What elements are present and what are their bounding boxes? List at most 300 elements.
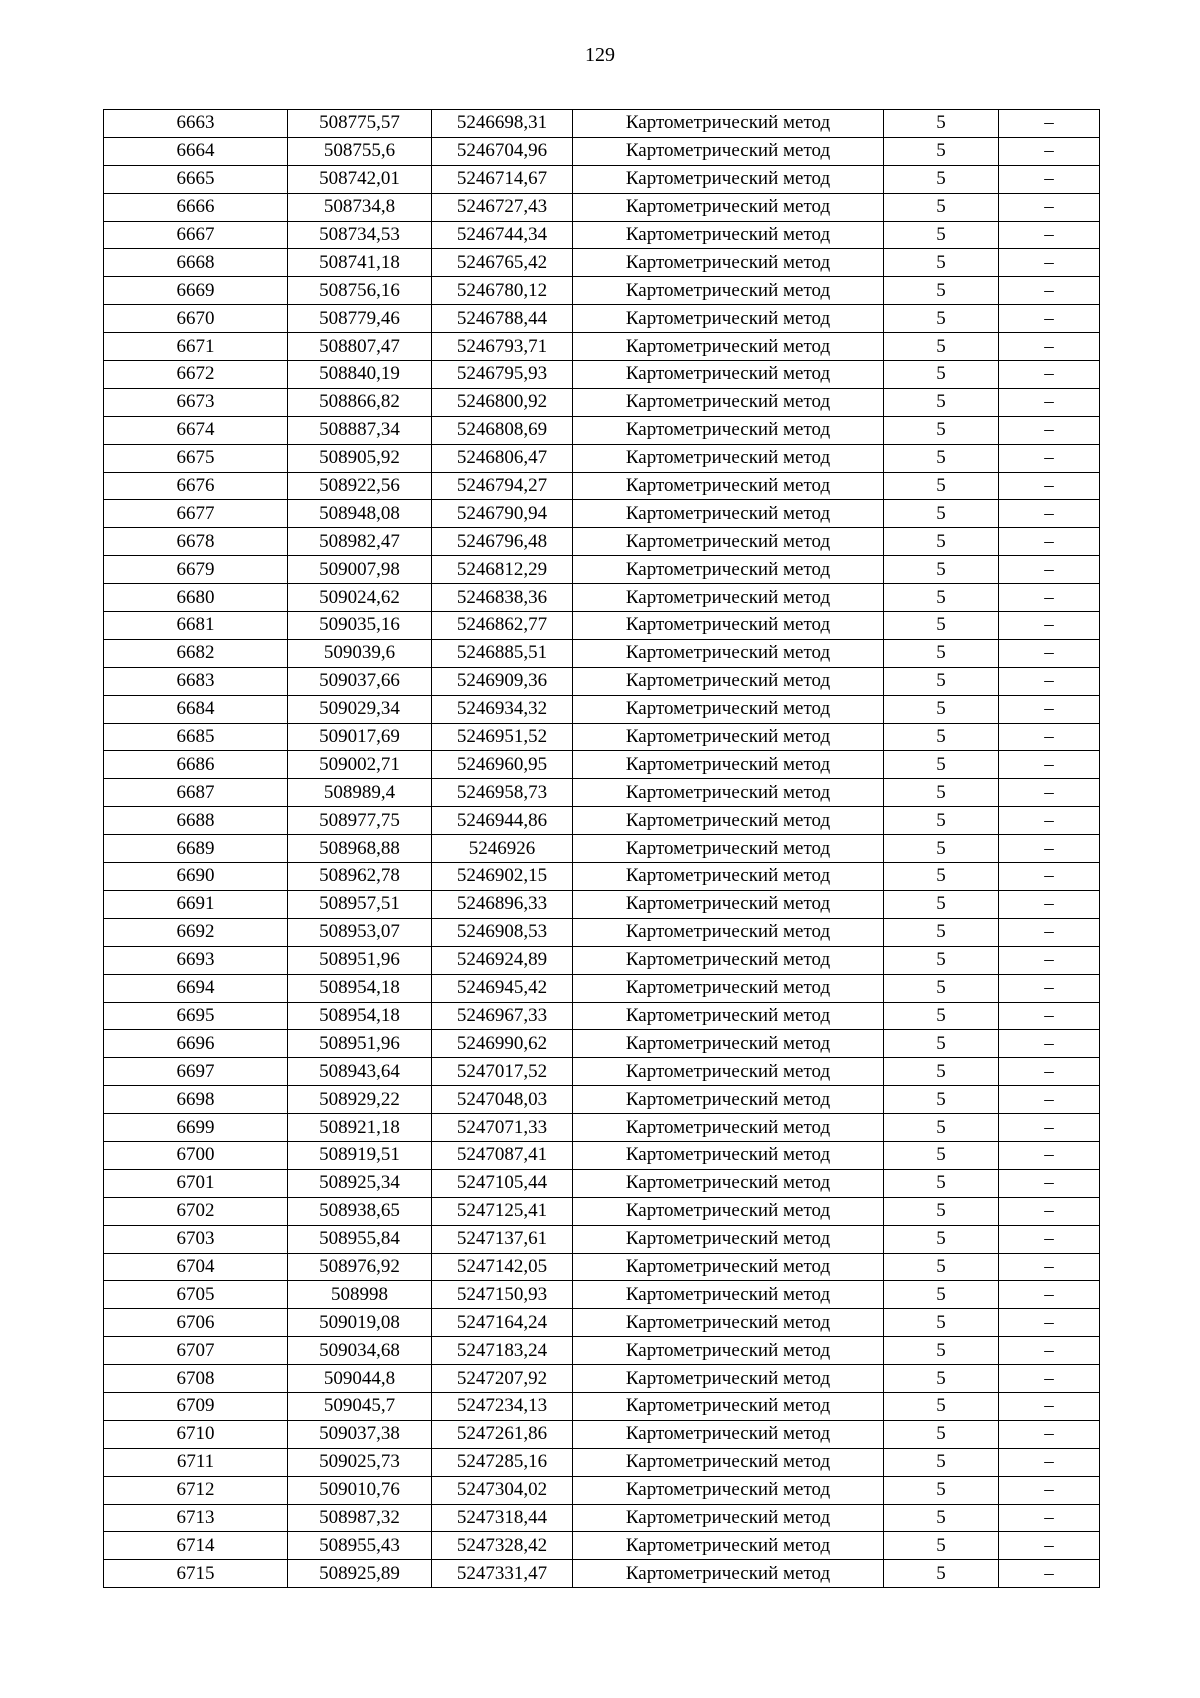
method-cell: Картометрический метод: [573, 612, 884, 640]
point-number-cell: 6711: [104, 1448, 288, 1476]
table-row: [104, 1002, 1100, 1030]
point-number-cell: 6695: [104, 1002, 288, 1030]
y-coordinate-cell: 5246796,48: [432, 528, 573, 556]
point-number-cell: 6664: [104, 137, 288, 165]
method-cell: Картометрический метод: [573, 221, 884, 249]
table-row: [104, 723, 1100, 751]
method-cell: Картометрический метод: [573, 946, 884, 974]
method-cell: Картометрический метод: [573, 974, 884, 1002]
coordinates-table-body: [104, 110, 1100, 1588]
accuracy-cell: 5: [884, 1086, 999, 1114]
x-coordinate-cell: 509017,69: [288, 723, 432, 751]
accuracy-cell: 5: [884, 890, 999, 918]
method-cell: Картометрический метод: [573, 723, 884, 751]
x-coordinate-cell: 508962,78: [288, 863, 432, 891]
x-coordinate-cell: 509044,8: [288, 1365, 432, 1393]
accuracy-cell: 5: [884, 361, 999, 389]
y-coordinate-cell: 5247183,24: [432, 1337, 573, 1365]
y-coordinate-cell: 5246780,12: [432, 277, 573, 305]
accuracy-cell: 5: [884, 1448, 999, 1476]
point-number-cell: 6673: [104, 388, 288, 416]
accuracy-cell: 5: [884, 918, 999, 946]
x-coordinate-cell: 508948,08: [288, 500, 432, 528]
note-cell: –: [999, 528, 1100, 556]
y-coordinate-cell: 5247164,24: [432, 1309, 573, 1337]
x-coordinate-cell: 508955,43: [288, 1532, 432, 1560]
method-cell: Картометрический метод: [573, 779, 884, 807]
note-cell: –: [999, 667, 1100, 695]
method-cell: Картометрический метод: [573, 1337, 884, 1365]
y-coordinate-cell: 5246744,34: [432, 221, 573, 249]
method-cell: Картометрический метод: [573, 1476, 884, 1504]
method-cell: Картометрический метод: [573, 388, 884, 416]
point-number-cell: 6715: [104, 1560, 288, 1588]
point-number-cell: 6665: [104, 165, 288, 193]
accuracy-cell: 5: [884, 500, 999, 528]
note-cell: –: [999, 835, 1100, 863]
point-number-cell: 6692: [104, 918, 288, 946]
x-coordinate-cell: 509029,34: [288, 695, 432, 723]
accuracy-cell: 5: [884, 333, 999, 361]
note-cell: –: [999, 249, 1100, 277]
note-cell: –: [999, 1504, 1100, 1532]
x-coordinate-cell: 508982,47: [288, 528, 432, 556]
x-coordinate-cell: 508998: [288, 1281, 432, 1309]
accuracy-cell: 5: [884, 1141, 999, 1169]
table-row: [104, 667, 1100, 695]
y-coordinate-cell: 5247071,33: [432, 1114, 573, 1142]
method-cell: Картометрический метод: [573, 1281, 884, 1309]
table-row: [104, 807, 1100, 835]
note-cell: –: [999, 472, 1100, 500]
x-coordinate-cell: 508734,8: [288, 193, 432, 221]
method-cell: Картометрический метод: [573, 1448, 884, 1476]
note-cell: –: [999, 974, 1100, 1002]
table-row: [104, 584, 1100, 612]
method-cell: Картометрический метод: [573, 807, 884, 835]
table-row: [104, 277, 1100, 305]
x-coordinate-cell: 508741,18: [288, 249, 432, 277]
note-cell: –: [999, 1253, 1100, 1281]
y-coordinate-cell: 5246944,86: [432, 807, 573, 835]
y-coordinate-cell: 5246698,31: [432, 110, 573, 138]
method-cell: Картометрический метод: [573, 751, 884, 779]
accuracy-cell: 5: [884, 863, 999, 891]
note-cell: –: [999, 1309, 1100, 1337]
accuracy-cell: 5: [884, 612, 999, 640]
point-number-cell: 6680: [104, 584, 288, 612]
y-coordinate-cell: 5246908,53: [432, 918, 573, 946]
point-number-cell: 6668: [104, 249, 288, 277]
x-coordinate-cell: 508866,82: [288, 388, 432, 416]
accuracy-cell: 5: [884, 305, 999, 333]
y-coordinate-cell: 5246793,71: [432, 333, 573, 361]
table-row: [104, 1420, 1100, 1448]
y-coordinate-cell: 5247017,52: [432, 1058, 573, 1086]
method-cell: Картометрический метод: [573, 1169, 884, 1197]
note-cell: –: [999, 1281, 1100, 1309]
note-cell: –: [999, 1030, 1100, 1058]
method-cell: Картометрический метод: [573, 1392, 884, 1420]
y-coordinate-cell: 5246909,36: [432, 667, 573, 695]
method-cell: Картометрический метод: [573, 416, 884, 444]
point-number-cell: 6679: [104, 556, 288, 584]
point-number-cell: 6669: [104, 277, 288, 305]
accuracy-cell: 5: [884, 1197, 999, 1225]
table-row: [104, 110, 1100, 138]
table-row: [104, 835, 1100, 863]
point-number-cell: 6681: [104, 612, 288, 640]
table-row: [104, 1504, 1100, 1532]
x-coordinate-cell: 508755,6: [288, 137, 432, 165]
accuracy-cell: 5: [884, 667, 999, 695]
method-cell: Картометрический метод: [573, 305, 884, 333]
note-cell: –: [999, 1058, 1100, 1086]
y-coordinate-cell: 5246714,67: [432, 165, 573, 193]
note-cell: –: [999, 388, 1100, 416]
x-coordinate-cell: 509024,62: [288, 584, 432, 612]
note-cell: –: [999, 137, 1100, 165]
x-coordinate-cell: 508925,34: [288, 1169, 432, 1197]
note-cell: –: [999, 444, 1100, 472]
accuracy-cell: 5: [884, 807, 999, 835]
point-number-cell: 6707: [104, 1337, 288, 1365]
table-row: [104, 528, 1100, 556]
table-row: [104, 444, 1100, 472]
accuracy-cell: 5: [884, 1030, 999, 1058]
x-coordinate-cell: 508957,51: [288, 890, 432, 918]
table-row: [104, 1337, 1100, 1365]
method-cell: Картометрический метод: [573, 1225, 884, 1253]
note-cell: –: [999, 639, 1100, 667]
x-coordinate-cell: 508929,22: [288, 1086, 432, 1114]
x-coordinate-cell: 508953,07: [288, 918, 432, 946]
x-coordinate-cell: 508922,56: [288, 472, 432, 500]
x-coordinate-cell: 508943,64: [288, 1058, 432, 1086]
method-cell: Картометрический метод: [573, 1114, 884, 1142]
method-cell: Картометрический метод: [573, 639, 884, 667]
note-cell: –: [999, 556, 1100, 584]
accuracy-cell: 5: [884, 1225, 999, 1253]
accuracy-cell: 5: [884, 1476, 999, 1504]
method-cell: Картометрический метод: [573, 277, 884, 305]
x-coordinate-cell: 509039,6: [288, 639, 432, 667]
y-coordinate-cell: 5247137,61: [432, 1225, 573, 1253]
table-row: [104, 1058, 1100, 1086]
x-coordinate-cell: 509025,73: [288, 1448, 432, 1476]
y-coordinate-cell: 5246862,77: [432, 612, 573, 640]
x-coordinate-cell: 508954,18: [288, 1002, 432, 1030]
note-cell: –: [999, 1002, 1100, 1030]
table-row: [104, 1030, 1100, 1058]
note-cell: –: [999, 416, 1100, 444]
accuracy-cell: 5: [884, 1309, 999, 1337]
table-row: [104, 500, 1100, 528]
point-number-cell: 6689: [104, 835, 288, 863]
point-number-cell: 6702: [104, 1197, 288, 1225]
x-coordinate-cell: 508775,57: [288, 110, 432, 138]
method-cell: Картометрический метод: [573, 444, 884, 472]
note-cell: –: [999, 1560, 1100, 1588]
accuracy-cell: 5: [884, 1532, 999, 1560]
x-coordinate-cell: 509035,16: [288, 612, 432, 640]
x-coordinate-cell: 508742,01: [288, 165, 432, 193]
x-coordinate-cell: 508925,89: [288, 1560, 432, 1588]
accuracy-cell: 5: [884, 1420, 999, 1448]
table-row: [104, 695, 1100, 723]
point-number-cell: 6675: [104, 444, 288, 472]
table-row: [104, 137, 1100, 165]
y-coordinate-cell: 5246902,15: [432, 863, 573, 891]
point-number-cell: 6710: [104, 1420, 288, 1448]
accuracy-cell: 5: [884, 416, 999, 444]
x-coordinate-cell: 508977,75: [288, 807, 432, 835]
note-cell: –: [999, 918, 1100, 946]
point-number-cell: 6714: [104, 1532, 288, 1560]
x-coordinate-cell: 508989,4: [288, 779, 432, 807]
method-cell: Картометрический метод: [573, 863, 884, 891]
point-number-cell: 6698: [104, 1086, 288, 1114]
method-cell: Картометрический метод: [573, 1532, 884, 1560]
method-cell: Картометрический метод: [573, 193, 884, 221]
y-coordinate-cell: 5247142,05: [432, 1253, 573, 1281]
point-number-cell: 6688: [104, 807, 288, 835]
method-cell: Картометрический метод: [573, 918, 884, 946]
table-row: [104, 1448, 1100, 1476]
x-coordinate-cell: 508951,96: [288, 1030, 432, 1058]
x-coordinate-cell: 509002,71: [288, 751, 432, 779]
method-cell: Картометрический метод: [573, 1058, 884, 1086]
y-coordinate-cell: 5247285,16: [432, 1448, 573, 1476]
x-coordinate-cell: 508938,65: [288, 1197, 432, 1225]
point-number-cell: 6684: [104, 695, 288, 723]
table-row: [104, 1141, 1100, 1169]
note-cell: –: [999, 723, 1100, 751]
point-number-cell: 6674: [104, 416, 288, 444]
x-coordinate-cell: 508840,19: [288, 361, 432, 389]
method-cell: Картометрический метод: [573, 1030, 884, 1058]
y-coordinate-cell: 5246704,96: [432, 137, 573, 165]
y-coordinate-cell: 5247234,13: [432, 1392, 573, 1420]
accuracy-cell: 5: [884, 221, 999, 249]
y-coordinate-cell: 5246788,44: [432, 305, 573, 333]
note-cell: –: [999, 277, 1100, 305]
table-row: [104, 1365, 1100, 1393]
point-number-cell: 6685: [104, 723, 288, 751]
y-coordinate-cell: 5247318,44: [432, 1504, 573, 1532]
accuracy-cell: 5: [884, 165, 999, 193]
note-cell: –: [999, 1392, 1100, 1420]
x-coordinate-cell: 509045,7: [288, 1392, 432, 1420]
x-coordinate-cell: 508919,51: [288, 1141, 432, 1169]
point-number-cell: 6676: [104, 472, 288, 500]
accuracy-cell: 5: [884, 444, 999, 472]
y-coordinate-cell: 5246958,73: [432, 779, 573, 807]
method-cell: Картометрический метод: [573, 333, 884, 361]
y-coordinate-cell: 5246885,51: [432, 639, 573, 667]
method-cell: Картометрический метод: [573, 165, 884, 193]
table-row: [104, 249, 1100, 277]
point-number-cell: 6694: [104, 974, 288, 1002]
point-number-cell: 6678: [104, 528, 288, 556]
y-coordinate-cell: 5246896,33: [432, 890, 573, 918]
y-coordinate-cell: 5247207,92: [432, 1365, 573, 1393]
note-cell: –: [999, 1225, 1100, 1253]
y-coordinate-cell: 5246727,43: [432, 193, 573, 221]
note-cell: –: [999, 890, 1100, 918]
accuracy-cell: 5: [884, 1114, 999, 1142]
accuracy-cell: 5: [884, 751, 999, 779]
method-cell: Картометрический метод: [573, 500, 884, 528]
y-coordinate-cell: 5247125,41: [432, 1197, 573, 1225]
y-coordinate-cell: 5246960,95: [432, 751, 573, 779]
accuracy-cell: 5: [884, 584, 999, 612]
x-coordinate-cell: 508734,53: [288, 221, 432, 249]
table-row: [104, 193, 1100, 221]
method-cell: Картометрический метод: [573, 528, 884, 556]
point-number-cell: 6686: [104, 751, 288, 779]
accuracy-cell: 5: [884, 1253, 999, 1281]
accuracy-cell: 5: [884, 974, 999, 1002]
table-row: [104, 946, 1100, 974]
accuracy-cell: 5: [884, 193, 999, 221]
page-number: 129: [585, 44, 615, 66]
point-number-cell: 6712: [104, 1476, 288, 1504]
point-number-cell: 6700: [104, 1141, 288, 1169]
table-row: [104, 779, 1100, 807]
y-coordinate-cell: 5246795,93: [432, 361, 573, 389]
table-row: [104, 165, 1100, 193]
point-number-cell: 6709: [104, 1392, 288, 1420]
method-cell: Картометрический метод: [573, 1002, 884, 1030]
accuracy-cell: 5: [884, 1365, 999, 1393]
method-cell: Картометрический метод: [573, 835, 884, 863]
note-cell: –: [999, 1476, 1100, 1504]
y-coordinate-cell: 5247087,41: [432, 1141, 573, 1169]
x-coordinate-cell: 508968,88: [288, 835, 432, 863]
point-number-cell: 6672: [104, 361, 288, 389]
note-cell: –: [999, 1420, 1100, 1448]
point-number-cell: 6690: [104, 863, 288, 891]
method-cell: Картометрический метод: [573, 695, 884, 723]
table-row: [104, 388, 1100, 416]
note-cell: –: [999, 333, 1100, 361]
x-coordinate-cell: 509037,66: [288, 667, 432, 695]
x-coordinate-cell: 508756,16: [288, 277, 432, 305]
x-coordinate-cell: 508905,92: [288, 444, 432, 472]
y-coordinate-cell: 5247331,47: [432, 1560, 573, 1588]
table-row: [104, 472, 1100, 500]
method-cell: Картометрический метод: [573, 137, 884, 165]
method-cell: Картометрический метод: [573, 1365, 884, 1393]
x-coordinate-cell: 508779,46: [288, 305, 432, 333]
point-number-cell: 6708: [104, 1365, 288, 1393]
accuracy-cell: 5: [884, 472, 999, 500]
y-coordinate-cell: 5246934,32: [432, 695, 573, 723]
method-cell: Картометрический метод: [573, 584, 884, 612]
table-row: [104, 1476, 1100, 1504]
method-cell: Картометрический метод: [573, 1086, 884, 1114]
note-cell: –: [999, 165, 1100, 193]
accuracy-cell: 5: [884, 723, 999, 751]
note-cell: –: [999, 500, 1100, 528]
note-cell: –: [999, 361, 1100, 389]
note-cell: –: [999, 695, 1100, 723]
method-cell: Картометрический метод: [573, 472, 884, 500]
accuracy-cell: 5: [884, 528, 999, 556]
y-coordinate-cell: 5247048,03: [432, 1086, 573, 1114]
accuracy-cell: 5: [884, 639, 999, 667]
y-coordinate-cell: 5247150,93: [432, 1281, 573, 1309]
y-coordinate-cell: 5246765,42: [432, 249, 573, 277]
point-number-cell: 6682: [104, 639, 288, 667]
method-cell: Картометрический метод: [573, 1420, 884, 1448]
table-row: [104, 416, 1100, 444]
table-row: [104, 639, 1100, 667]
accuracy-cell: 5: [884, 835, 999, 863]
y-coordinate-cell: 5246967,33: [432, 1002, 573, 1030]
point-number-cell: 6713: [104, 1504, 288, 1532]
point-number-cell: 6687: [104, 779, 288, 807]
x-coordinate-cell: 509034,68: [288, 1337, 432, 1365]
method-cell: Картометрический метод: [573, 556, 884, 584]
accuracy-cell: 5: [884, 388, 999, 416]
accuracy-cell: 5: [884, 1504, 999, 1532]
method-cell: Картометрический метод: [573, 1253, 884, 1281]
note-cell: –: [999, 1197, 1100, 1225]
x-coordinate-cell: 508976,92: [288, 1253, 432, 1281]
note-cell: –: [999, 779, 1100, 807]
x-coordinate-cell: 509010,76: [288, 1476, 432, 1504]
accuracy-cell: 5: [884, 249, 999, 277]
accuracy-cell: 5: [884, 1002, 999, 1030]
accuracy-cell: 5: [884, 1058, 999, 1086]
point-number-cell: 6691: [104, 890, 288, 918]
note-cell: –: [999, 1532, 1100, 1560]
note-cell: –: [999, 305, 1100, 333]
note-cell: –: [999, 221, 1100, 249]
point-number-cell: 6666: [104, 193, 288, 221]
accuracy-cell: 5: [884, 946, 999, 974]
table-row: [104, 305, 1100, 333]
method-cell: Картометрический метод: [573, 1141, 884, 1169]
table-row: [104, 556, 1100, 584]
note-cell: –: [999, 612, 1100, 640]
x-coordinate-cell: 509007,98: [288, 556, 432, 584]
table-row: [104, 333, 1100, 361]
note-cell: –: [999, 1365, 1100, 1393]
table-row: [104, 863, 1100, 891]
method-cell: Картометрический метод: [573, 1560, 884, 1588]
accuracy-cell: 5: [884, 137, 999, 165]
point-number-cell: 6705: [104, 1281, 288, 1309]
table-row: [104, 361, 1100, 389]
note-cell: –: [999, 1141, 1100, 1169]
table-row: [104, 751, 1100, 779]
point-number-cell: 6701: [104, 1169, 288, 1197]
note-cell: –: [999, 863, 1100, 891]
table-row: [104, 221, 1100, 249]
point-number-cell: 6677: [104, 500, 288, 528]
point-number-cell: 6670: [104, 305, 288, 333]
accuracy-cell: 5: [884, 695, 999, 723]
x-coordinate-cell: 508887,34: [288, 416, 432, 444]
y-coordinate-cell: 5246808,69: [432, 416, 573, 444]
x-coordinate-cell: 508807,47: [288, 333, 432, 361]
accuracy-cell: 5: [884, 556, 999, 584]
method-cell: Картометрический метод: [573, 1309, 884, 1337]
y-coordinate-cell: 5246838,36: [432, 584, 573, 612]
